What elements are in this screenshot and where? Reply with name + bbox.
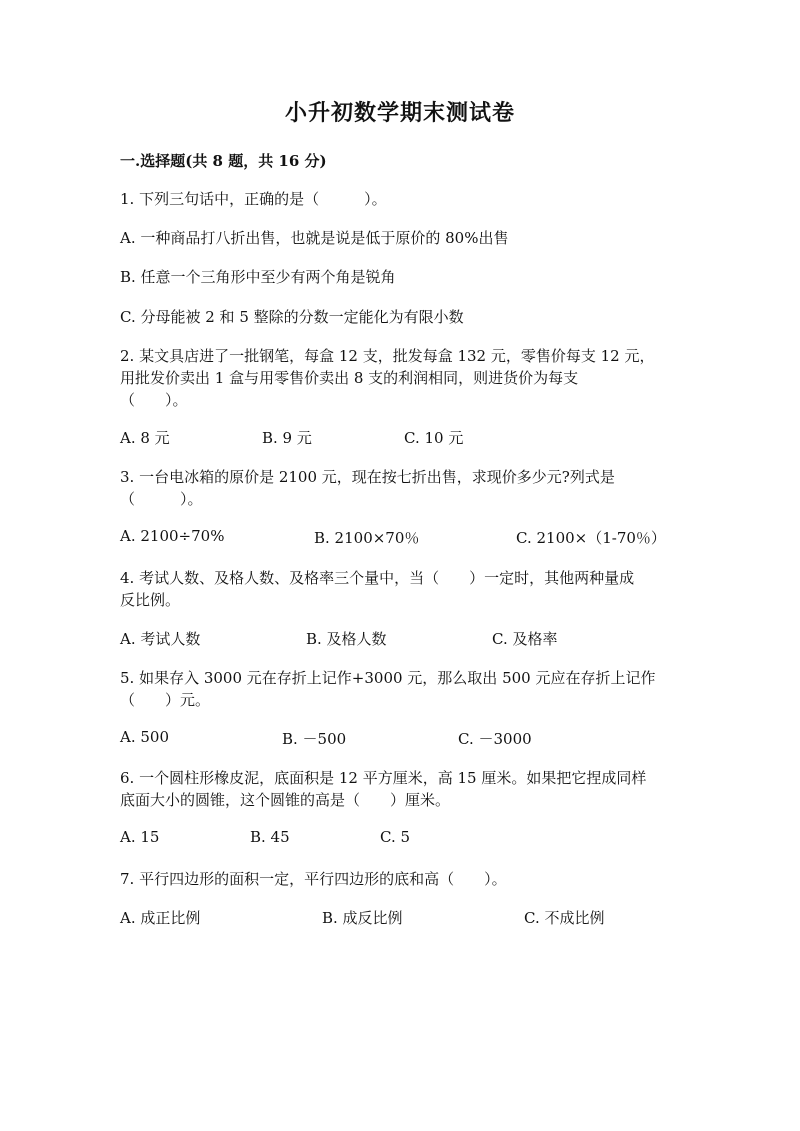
question-7-options: [120, 907, 680, 929]
question-3-line-2: （ ）。: [120, 490, 203, 508]
question-5-option-c: C. －3000: [458, 730, 532, 748]
question-6-line-2: 底面大小的圆锥，这个圆锥的高是（ ）厘米。: [120, 791, 451, 809]
question-5-line-1: 5. 如果存入 3000 元在存折上记作+3000 元，那么取出 500 元应在存折上记作: [120, 669, 656, 687]
question-2-options: [120, 427, 680, 449]
question-7-option-b: B. 成反比例: [322, 909, 403, 927]
question-2-line-3: （ ）。: [120, 391, 188, 409]
question-5-options: [120, 728, 680, 750]
question-1-option-a: A. 一种商品打八折出售，也就是说是低于原价的 80%出售: [120, 229, 509, 247]
question-2-option-b: B. 9 元: [262, 429, 312, 447]
question-2-option-a: A. 8 元: [120, 429, 170, 447]
question-6-options: [120, 828, 680, 850]
question-7-option-c: C. 不成比例: [524, 909, 605, 927]
question-4-option-b: B. 及格人数: [306, 630, 387, 648]
question-6-option-a: A. 15: [120, 828, 160, 846]
question-6-line-1: 6. 一个圆柱形橡皮泥，底面积是 12 平方厘米，高 15 厘米。如果把它捏成同样: [120, 769, 647, 787]
page-title: 小升初数学期末测试卷: [284, 100, 515, 126]
question-3: [120, 466, 680, 510]
question-7: [120, 868, 680, 890]
question-5-option-b: B. －500: [282, 730, 347, 748]
question-3-options: [120, 527, 680, 549]
question-7-option-a: A. 成正比例: [120, 909, 201, 927]
question-2-line-1: 2. 某文具店进了一批钢笔，每盒 12 支，批发每盒 132 元，零售价每支 12 元，: [120, 347, 655, 365]
question-5: [120, 667, 680, 711]
question-1-line-1: 1. 下列三句话中，正确的是（ ）。: [120, 190, 387, 208]
question-2-line-2: 用批发价卖出 1 盒与用零售价卖出 8 支的利润相同，则进货价为每支: [120, 369, 579, 387]
question-6: [120, 767, 680, 811]
question-4-line-2: 反比例。: [120, 591, 181, 609]
question-5-option-a: A. 500: [120, 728, 169, 746]
question-3-option-c: C. 2100×（1-70％）: [516, 529, 666, 547]
question-1: [120, 188, 680, 210]
question-3-option-b: B. 2100×70％: [314, 529, 420, 547]
question-4-line-1: 4. 考试人数、及格人数、及格率三个量中，当（ ）一定时，其他两种量成: [120, 569, 635, 587]
question-4-option-a: A. 考试人数: [120, 630, 201, 648]
question-4: [120, 567, 680, 611]
question-1-option-c: C. 分母能被 2 和 5 整除的分数一定能化为有限小数: [120, 308, 464, 326]
question-6-option-c: C. 5: [380, 828, 411, 846]
question-2: [120, 345, 680, 411]
question-7-line-1: 7. 平行四边形的面积一定，平行四边形的底和高（ ）。: [120, 870, 507, 888]
question-4-option-c: C. 及格率: [492, 630, 558, 648]
question-3-option-a: A. 2100÷70%: [120, 527, 225, 545]
section-heading: 一.选择题(共 8 题，共 16 分): [120, 152, 327, 170]
question-3-line-1: 3. 一台电冰箱的原价是 2100 元，现在按七折出售，求现价多少元?列式是: [120, 468, 615, 486]
question-6-option-b: B. 45: [250, 828, 290, 846]
question-2-option-c: C. 10 元: [404, 429, 464, 447]
question-5-line-2: （ ）元。: [120, 691, 211, 709]
question-4-options: [120, 628, 680, 650]
question-1-option-b: B. 任意一个三角形中至少有两个角是锐角: [120, 268, 396, 286]
